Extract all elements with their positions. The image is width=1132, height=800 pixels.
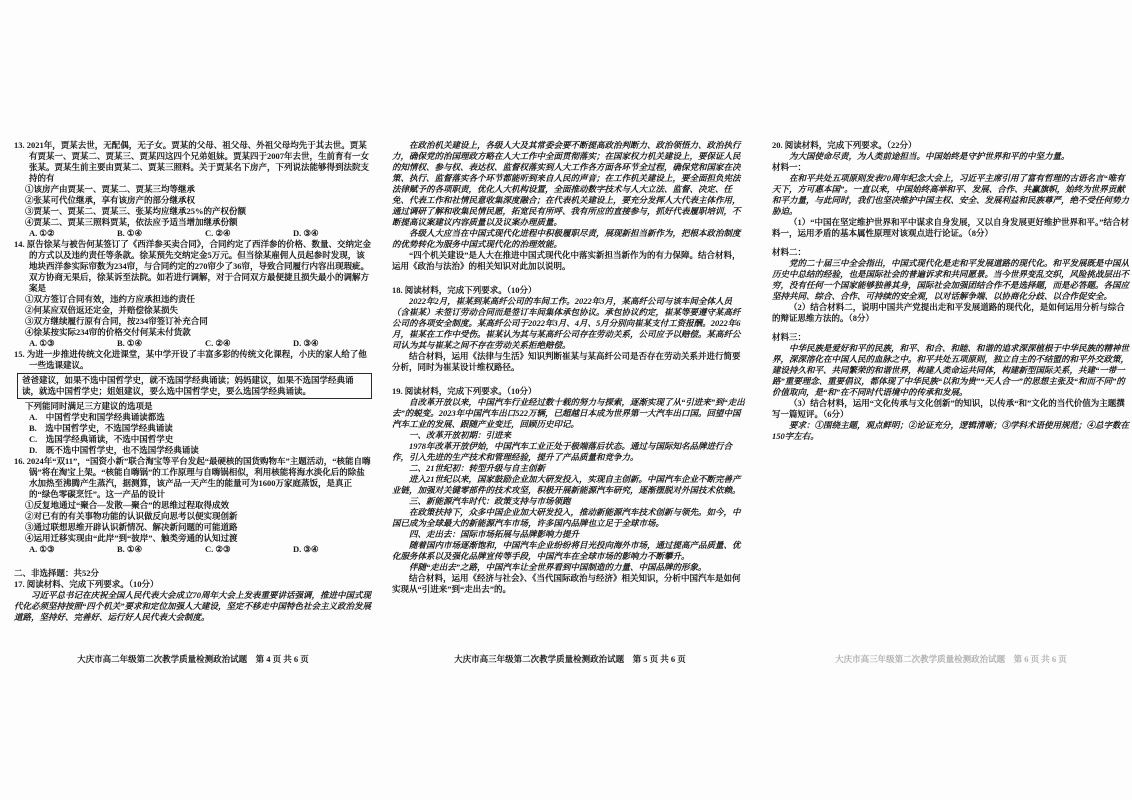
question-15-stem: 15. 为进一步推进传统文化进课堂，某中学开设了丰富多彩的传统文化课程，小庆的家人给了他一些选课建议。 (14, 349, 367, 370)
answer-choice-a: A. ①③ (29, 338, 55, 348)
question-15-option-b: B. 选中国哲学史，不选国学经典诵读 (29, 423, 173, 433)
question-17-head: 17. 阅读材料、完成下列要求。（10分） (14, 579, 159, 589)
question-19-subheading-4: 四、走出去：国际市场拓展与品牌影响力提升 (409, 529, 580, 539)
answer-choice-b: B. ①④ (117, 228, 143, 238)
exam-page-6-column (772, 140, 1130, 666)
question-19-subheading-3: 三、新能源汽车时代：政策支持与市场领跑 (409, 496, 571, 506)
question-17-material-paragraph-2: 各级人大应当在中国式现代化进程中积极履职尽责，展现新担当新作为，把根本政治制度的优势转化为服务中国式现代化的治理效能。 (392, 228, 741, 249)
question-14-option-3: ③双方继续履行原有合同，按234帘签订补充合同 (25, 316, 208, 326)
question-14-option-1: ①双方签订合同有效，违约方应承担违约责任 (25, 294, 196, 304)
suggestion-box-text: 爸爸建议，如果不选中国哲学史，就不选国学经典诵读；妈妈建议，如果不选国学经典诵读，就选中国哲学史；姐姐建议，要么选中国哲学史，要么选国学经典诵读。 (22, 375, 354, 396)
page-6-footer: 大庆市高三年级第二次教学质量检测政治试题 第 6 页 共 6 页 (835, 654, 1067, 664)
question-18-material: 2022年2月，崔某到某高纤公司的车间工作。2022年3月，某高纤公司与该车间全体人员（含崔某）未签订劳动合同而是签订车间集体承包协议。承包协议约定，崔某等要遵守某高纤公司的各项安全制度。某高纤公司于2022年3月、4月、5月分别向崔某支付工资报酬。2022年6月，崔某在工作中受伤。崔某认为其与某高纤公司存在劳动关系，公司应予以赔偿。某高纤公司认为其与崔某之间不存在劳动关系拒绝赔偿。 (392, 296, 741, 350)
question-20-head: 20. 阅读材料，完成下列要求。（22分） (772, 140, 917, 150)
question-17-material: 习近平总书记在庆祝全国人民代表大会成立70周年大会上发表重要讲话强调，推进中国式现代化必须坚持按照“四个机关”要求和定位加强人大建设，坚定不移走中国特色社会主义政治发展道路，坚持好、完善好、运行好人民代表大会制度。 (14, 590, 372, 622)
question-17-task: “四个机关建设”是人大在推进中国式现代化中落实新担当新作为的有力保障。结合材料，运用《政治与法治》的相关知识对此加以说明。 (392, 250, 741, 271)
question-14-stem: 14. 原告徐某与被告何某签订了《西洋参买卖合同》，合同约定了西洋参的价格、数量、交纳定金的方式以及违约责任等条款。徐某预先交纳定金5万元。但当徐某雇佣人员起参时发现，该地块西洋参实际帘数为234帘，与合同约定的270帘少了36帘，导致合同履行内容出现瑕疵。双方协商无果后，徐某诉至法院。如若进行调解，对于合同双方最便捷且损失最小的调解方案是 (14, 239, 372, 293)
material-3-label: 材料三： (772, 332, 807, 342)
page-4-footer: 大庆市高二年级第二次教学质量检测政治试题 第 4 页 共 6 页 (77, 654, 309, 664)
material-3-text: 中华民族是爱好和平的民族，和平、和合、和睦、和谐的追求深深植根于中华民族的精神世界，深深溶化在中国人民的血脉之中。和平共处五项原则，独立自主的不结盟的和平外交政策，建设持久和平、共同繁荣的和谐世界，构建人类命运共同体，构建新型国际关系，共建“一带一路”重要理念、重要倡议，都体现了中华民族“以和为贵”“天人合一”的思想主张及“和而不同”的价值取向，是“和”在不同时代语境中的传承和发展。 (772, 343, 1130, 397)
question-14-answer-row (14, 338, 372, 349)
question-16-option-4: ④运用迁移实现由“此岸”到“彼岸”、触类旁通的认知过渡 (25, 533, 238, 543)
question-19-material-paragraph-4: 随着国内市场逐渐饱和，中国汽车企业纷纷将目光投向海外市场，通过提高产品质量、优化服务体系以及强化品牌宣传等手段，中国汽车在全球市场的影响力不断攀升。 (392, 540, 741, 561)
question-19-task: 结合材料，运用《经济与社会》、《当代国际政治与经济》相关知识，分析中国汽车是如何实现从“引进来”到“走出去”的。 (392, 573, 741, 594)
question-15-option-a: A. 中国哲学史和国学经典诵读都选 (29, 412, 165, 422)
question-13-option-2: ②张某可代位继承，享有该房产的部分继承权 (25, 195, 196, 205)
answer-choice-d: D. ③④ (293, 228, 319, 238)
question-20-requirements: 要求：①围绕主题，观点鲜明；②论证充分，逻辑清晰；③学科术语使用规范；④总字数在150字左右。 (772, 420, 1130, 441)
material-2-text: 党的二十届三中全会指出，中国式现代化是走和平发展道路的现代化。和平发展既是中国从历史中总结的经验，也是国际社会的普遍诉求和共同愿景。当今世界变乱交织，风险挑战层出不穷，没有任何一个国家能够独善其身，国际社会加强团结合作不是选择题，而是必答题。各国应坚持共同、综合、合作、可持续的安全观，以对话解争端、以协商化分歧、以合作促安全。 (772, 258, 1130, 301)
answer-choice-b: B. ①④ (117, 544, 143, 554)
question-13-option-4: ④贾某二、贾某三照料贾某，依法应予适当增加继承份额 (25, 217, 238, 227)
question-13-option-3: ③贾某一、贾某二、贾某三、张某均应继承25%的产权份额 (25, 206, 247, 216)
question-13-option-1: ①该房产由贾某一、贾某二、贾某三均等继承 (25, 184, 196, 194)
question-19-material-paragraph-3: 在政策扶持下，众多中国企业加大研发投入，推动新能源汽车技术创新与领先。如今，中国已成为全球最大的新能源汽车市场，许多国内品牌也立足于全球市场。 (392, 507, 741, 528)
question-14-option-2: ②何某应双倍返还定金，并赔偿徐某损失 (25, 305, 179, 315)
question-16-option-2: ②对已有的有关事物功能的认识做反向思考以便实现创新 (25, 511, 238, 521)
section-2-heading: 二、非选择题：共52分 (14, 568, 100, 578)
question-19-material-paragraph-1: 1978年改革开放伊始，中国汽车工业正处于极端落后状态。通过与国际知名品牌进行合作，引入先进的生产技术和管理经验，提升了产品质量和竞争力。 (392, 441, 733, 462)
question-20-task-3: （3）结合材料，运用“文化传承与文化创新”的知识，以传承“和”文化的当代价值为主题撰写一篇短评。（6分） (772, 398, 1125, 419)
answer-choice-c: C. ②③ (205, 544, 231, 554)
question-19-subheading-2: 二、21世纪初：转型升级与自主创新 (409, 463, 546, 473)
material-1-text: 在和平共处五项原则发表70周年纪念大会上，习近平主席引用了富有哲理的古语名言“唯有天下，方可惠本国”。一直以来，中国始终高举和平、发展、合作、共赢旗帜，始终为世界贡献和平力量，与此同时，我们也坚决维护中国主权、安全、发展利益和民族尊严，绝不受任何势力胁迫。 (772, 173, 1130, 216)
question-13-answer-row (14, 228, 372, 239)
question-15-option-c: C. 选国学经典诵读，不选中国哲学史 (29, 434, 174, 444)
question-18-task: 结合材料，运用《法律与生活》知识判断崔某与某高纤公司是否存在劳动关系并进行简要分析，同时为崔某设计维权路径。 (392, 351, 741, 372)
answer-choice-d: D. ③④ (293, 544, 319, 554)
answer-choice-a: A. ①③ (29, 544, 55, 554)
question-19-subheading-1: 一、改革开放初期：引进来 (409, 430, 512, 440)
question-15-option-d: D. 既不选中国哲学史，也不选国学经典诵读 (29, 445, 199, 455)
question-19-head: 19. 阅读材料，完成下列要求。（10分） (392, 386, 537, 396)
question-15-lead: 下列能同时满足三方建议的选项是 (25, 401, 153, 411)
question-16-stem: 16. 2024年“双11”，“国资小新”联合淘宝等平台发起“最硬核的国货购物车”主题活动，“核能自嗨锅”将在淘宝上架。“核能自嗨锅”的工作原理与自嗨锅相似，利用核能将海水淡化后的除盐水加热至沸腾产生蒸汽，据测算，该产品一天产生的能量可为1600万家庭蒸饭，是真正的“绿色零碳烹饪”。这一产品的设计 (14, 456, 371, 499)
answer-choice-d: D. ③④ (293, 338, 319, 348)
answer-choice-b: B. ①④ (117, 338, 143, 348)
question-16-option-3: ③通过联想思维开辟认识新情况、解决新问题的可能道路 (25, 522, 238, 532)
question-19-material-intro: 自改革开放以来，中国汽车行业经过数十载的努力与探索，逐渐实现了从“引进来”到“走出去”的蜕变。2023年中国汽车出口522万辆，已超越日本成为世界第一大汽车出口国。回望中国汽车工业的发展、跟随产业变迁，回顾历史印记。 (392, 397, 745, 429)
question-15-suggestion-box (17, 373, 372, 399)
answer-choice-c: C. ②④ (205, 228, 231, 238)
question-20-task-1: （1）“中国在坚定维护世界和平中谋求自身发展，又以自身发展更好维护世界和平。”结合材料一，运用矛盾的基本属性原理对该观点进行论证。（8分） (772, 217, 1130, 238)
material-2-label: 材料二： (772, 247, 807, 257)
question-17-material-continued: 在政治机关建设上，各级人大及其常委会要不断提高政治判断力、政治领悟力、政治执行力，确保党的治国理政方略在人大工作中全面贯彻落实；在国家权力机关建设上，要保证人民的知情权、参与权、表达权、监督权落实到人大工作各方面各环节全过程，确保党和国家在决策、执行、监督落实各个环节都能听到来自人民的声音；在工作机关建设上，要全面担负宪法法律赋予的各项职责，优化人大机构设置，全面推动数字技术与人大立法、监督、决定、任免、代表工作和社情民意收集深度融合；在代表机关建设上，要充分发挥人大代表主体作用，通过调研了解和收集民情民愿，拓宽民有所呼、我有所应的直接参与，抓好代表履职培训，不断提高议案建议内容质量以及议案办理质量。 (392, 140, 741, 227)
question-20-intro: 为大国使命尽责，为人类前途担当。中国始终是守护世界和平的中坚力量。 (789, 151, 1070, 161)
exam-page-5-column (392, 140, 748, 666)
question-19-material-paragraph-2: 进入21世纪以来，国家鼓励企业加大研发投入，实现自主创新。中国汽车企业不断完善产业链，加强对关键零部件的技术攻坚，积极开展新能源汽车研究，逐渐摆脱对外国技术依赖。 (392, 474, 741, 495)
question-20-task-2: （2）结合材料二，说明中国共产党提出走和平发展道路的现代化，是如何运用分析与综合的辩证思维方法的。（8分） (772, 302, 1125, 323)
question-16-answer-row (14, 544, 372, 555)
question-18-head: 18. 阅读材料，完成下列要求。（10分） (392, 285, 537, 295)
answer-choice-a: A. ①② (29, 228, 55, 238)
answer-choice-c: C. ②④ (205, 338, 231, 348)
question-13-stem: 13. 2021年，贾某去世，无配偶，无子女。贾某的父母、祖父母、外祖父母均先于其去世。贾某有贾某一、贾某二、贾某三、贾某四这四个兄弟姐妹。贾某四于2007年去世，生前育有一女张某。贾某生前主要由贾某二、贾某三照料。关于贾某名下房产，下列说法能够得到法院支持的有 (14, 140, 370, 183)
material-1-label: 材料一： (772, 162, 807, 172)
question-14-option-4: ④徐某按实际234帘的价格交付何某未付货款 (25, 327, 191, 337)
question-16-option-1: ①反复地通过“聚合—发散—聚合”的思维过程取得成效 (25, 500, 230, 510)
question-19-material-paragraph-5: 伴随“走出去”之路，中国汽车让全世界看到中国制造的力量、中国品牌的形象。 (409, 562, 707, 572)
page-5-footer: 大庆市高三年级第二次教学质量检测政治试题 第 5 页 共 6 页 (454, 654, 686, 664)
exam-page-4-column (14, 140, 372, 666)
